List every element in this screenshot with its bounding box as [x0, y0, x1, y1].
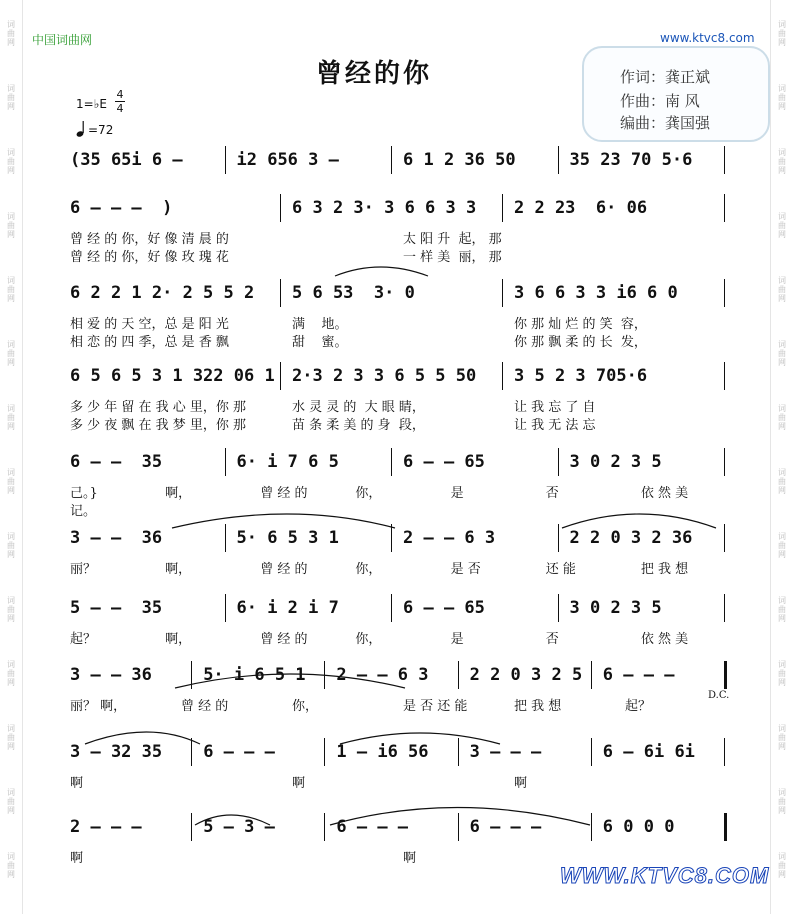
lyric-segment: 让 我 无 法 忘	[514, 418, 596, 433]
lyric-segment: 多 少 夜 飘 在 我 梦 里，你 那	[70, 418, 247, 433]
lyric-segment: 多 少 年 留 在 我 心 里，你 那	[70, 400, 247, 415]
measure: 5 – 3 –	[203, 817, 275, 837]
measure: 1 – i6 56	[336, 742, 429, 762]
key-signature: 1=♭E	[76, 97, 107, 111]
lyric-segment: 是	[450, 486, 464, 501]
measure: 6 3 2 3· 3 6 6 3 3	[292, 198, 477, 218]
watermark-text: 词 曲 网	[7, 724, 15, 751]
lyric-segment: 曾 经 的 你，好 像 玫 瑰 花	[70, 250, 229, 265]
lyric-segment: 曾 经 的	[260, 632, 308, 647]
watermark-text: 词 曲 网	[778, 276, 786, 303]
measure: 6 5 6 5 3 1 322 06 1	[70, 366, 275, 386]
measure: 2 2 23 6· 06	[514, 198, 648, 218]
lyric-segment: 起？	[625, 699, 652, 714]
lyric-segment: 满 地。	[292, 317, 348, 332]
lyric-segment: 曾 经 的	[260, 562, 308, 577]
measure: 3 0 2 3 5	[569, 452, 662, 472]
site-name-left[interactable]: 中国词曲网	[32, 33, 93, 47]
watermark-text: 词 曲 网	[778, 596, 786, 623]
measure: 6 2 2 1 2· 2 5 5 2	[70, 283, 255, 303]
watermark-text: 词 曲 网	[7, 20, 15, 47]
lyric-segment: 啊	[514, 776, 528, 791]
lyric-segment: 相 恋 的 四 季，总 是 香 飘	[70, 335, 229, 350]
dc-mark: D.C.	[708, 690, 730, 701]
watermark-text: 词 曲 网	[7, 660, 15, 687]
lyric-segment: 啊	[70, 776, 84, 791]
lyric-segment: 起？	[70, 632, 97, 647]
lyric-segment: 啊，	[165, 562, 192, 577]
lyric-segment: 你 那 灿 烂 的 笑 容，	[514, 317, 647, 332]
measure: 2 2 0 3 2 36	[569, 528, 693, 548]
measure: 6 – – 65	[403, 598, 485, 618]
watermark-text: 词 曲 网	[7, 852, 15, 879]
measure: 3 – – 36	[70, 665, 152, 685]
measure: 6 0 0 0	[602, 817, 675, 837]
watermark-text: 词 曲 网	[7, 788, 15, 815]
watermark-text: 词 曲 网	[7, 404, 15, 431]
measure: 6 – – –	[336, 817, 409, 837]
lyric-segment: 是 否 还 能	[403, 699, 468, 714]
measure: 3 – 32 35	[70, 742, 163, 762]
lyric-segment: 啊，	[165, 632, 192, 647]
time-signature-top: 4	[116, 88, 124, 101]
measure: 3 0 2 3 5	[569, 598, 662, 618]
watermark-text: 词 曲 网	[7, 596, 15, 623]
lyric-segment: 水 灵 灵 的 大 眼 睛，	[292, 400, 425, 415]
measure: 5· 6 5 3 1	[236, 528, 339, 548]
measure: 5 6 53 3· 0	[292, 283, 415, 303]
watermark-text: 词 曲 网	[778, 20, 786, 47]
lyric-segment: 把 我 想	[640, 562, 689, 577]
measure: 3 – – 36	[70, 528, 163, 548]
ktvc8-logo[interactable]: WWW.KTVC8.COM	[560, 863, 770, 888]
lyric-segment: 你，	[292, 699, 319, 714]
watermark-text: 词 曲 网	[778, 340, 786, 367]
arranger-credit: 编曲：龚国强	[620, 114, 711, 132]
lyric-segment: 苗 条 柔 美 的 身 段，	[292, 418, 425, 433]
measure: 3 6 6 3 3 i6 6 0	[514, 283, 678, 303]
measure: 6 1 2 36 50	[403, 150, 516, 170]
watermark-text: 词 曲 网	[778, 852, 786, 879]
measure: 6 – – –	[203, 742, 275, 762]
measure: (35 65i 6 –	[70, 150, 183, 170]
measure: 6 – – –	[469, 817, 542, 837]
measure: i2 656 3 –	[236, 150, 339, 170]
lyricist-credit: 作词：龚正斌	[620, 68, 711, 86]
lyric-segment: 依 然 美	[640, 486, 689, 501]
watermark-text: 词 曲 网	[7, 212, 15, 239]
lyric-segment: 一 样 美 丽， 那	[403, 250, 502, 265]
tempo-marking: =72	[88, 123, 114, 137]
measure: 6 – – – )	[70, 198, 173, 218]
measure: 35 23 70 5·6	[569, 150, 693, 170]
watermark-text: 词 曲 网	[778, 212, 786, 239]
measure: 3 – – –	[469, 742, 542, 762]
measure: 2 – – 6 3	[403, 528, 496, 548]
lyric-segment: 是 否	[450, 562, 481, 577]
lyric-segment: 曾 经 的 你，好 像 清 晨 的	[70, 232, 229, 247]
watermark-text: 词 曲 网	[778, 660, 786, 687]
measure: 2 – – –	[70, 817, 142, 837]
lyric-segment: 曾 经 的	[260, 486, 308, 501]
watermark-text: 词 曲 网	[7, 340, 15, 367]
watermark-text: 词 曲 网	[7, 276, 15, 303]
lyric-segment: 曾 经 的	[181, 699, 229, 714]
watermark-text: 词 曲 网	[7, 532, 15, 559]
lyric-segment: 是	[450, 632, 464, 647]
lyric-segment: 你，	[355, 562, 382, 577]
measure: 5· i 6 5 1	[203, 665, 306, 685]
lyric-segment: 啊	[70, 851, 84, 866]
lyric-segment: 甜 蜜。	[292, 335, 348, 350]
lyric-segment: 太 阳 升 起， 那	[403, 232, 502, 247]
lyric-segment: 记。	[70, 504, 97, 519]
lyric-segment: 依 然 美	[640, 632, 689, 647]
watermark-text: 词 曲 网	[7, 148, 15, 175]
lyric-segment: 否	[545, 486, 559, 501]
watermark-text: 词 曲 网	[778, 532, 786, 559]
measure: 6 – – 65	[403, 452, 485, 472]
composer-credit: 作曲：南 风	[620, 92, 700, 110]
lyric-segment: 你，	[355, 632, 382, 647]
watermark-text: 词 曲 网	[778, 468, 786, 495]
lyric-segment: 啊，	[165, 486, 192, 501]
watermark-text: 词 曲 网	[778, 148, 786, 175]
measure: 5 – – 35	[70, 598, 163, 618]
watermark-text: 词 曲 网	[778, 404, 786, 431]
watermark-text: 词 曲 网	[778, 84, 786, 111]
lyric-segment: 你 那 飘 柔 的 长 发，	[514, 335, 647, 350]
lyric-segment: 啊	[403, 851, 417, 866]
watermark-text: 词 曲 网	[7, 84, 15, 111]
measure: 6 – – 35	[70, 452, 163, 472]
lyric-segment: 让 我 忘 了 自	[514, 400, 596, 415]
lyric-segment: 还 能	[545, 562, 576, 577]
measure: 2·3 2 3 3 6 5 5 50	[292, 366, 477, 386]
lyric-segment: 啊	[292, 776, 306, 791]
lyric-segment: 否	[545, 632, 559, 647]
song-title: 曾经的你	[316, 59, 433, 89]
lyric-segment: 把 我 想	[514, 699, 562, 714]
lyric-segment: 丽？	[70, 562, 97, 577]
watermark-text: 词 曲 网	[778, 724, 786, 751]
lyric-segment: 己。}	[70, 486, 98, 501]
watermark-text: 词 曲 网	[7, 468, 15, 495]
lyric-segment: 你，	[355, 486, 382, 501]
time-signature-bottom: 4	[116, 102, 124, 115]
site-url-right[interactable]: www.ktvc8.com	[660, 31, 755, 45]
measure: 6· i 2 i 7	[236, 598, 339, 618]
measure: 3 5 2 3 705·6	[514, 366, 648, 386]
measure: 6· i 7 6 5	[236, 452, 339, 472]
measure: 6 – – –	[602, 665, 675, 685]
lyric-segment: 丽？ 啊，	[70, 699, 127, 714]
measure: 2 – – 6 3	[336, 665, 429, 685]
watermark-text: 词 曲 网	[778, 788, 786, 815]
lyric-segment: 相 爱 的 天 空，总 是 阳 光	[70, 317, 229, 332]
measure: 6 – 6i 6i	[602, 742, 695, 762]
measure: 2 2 0 3 2 5	[469, 665, 583, 685]
